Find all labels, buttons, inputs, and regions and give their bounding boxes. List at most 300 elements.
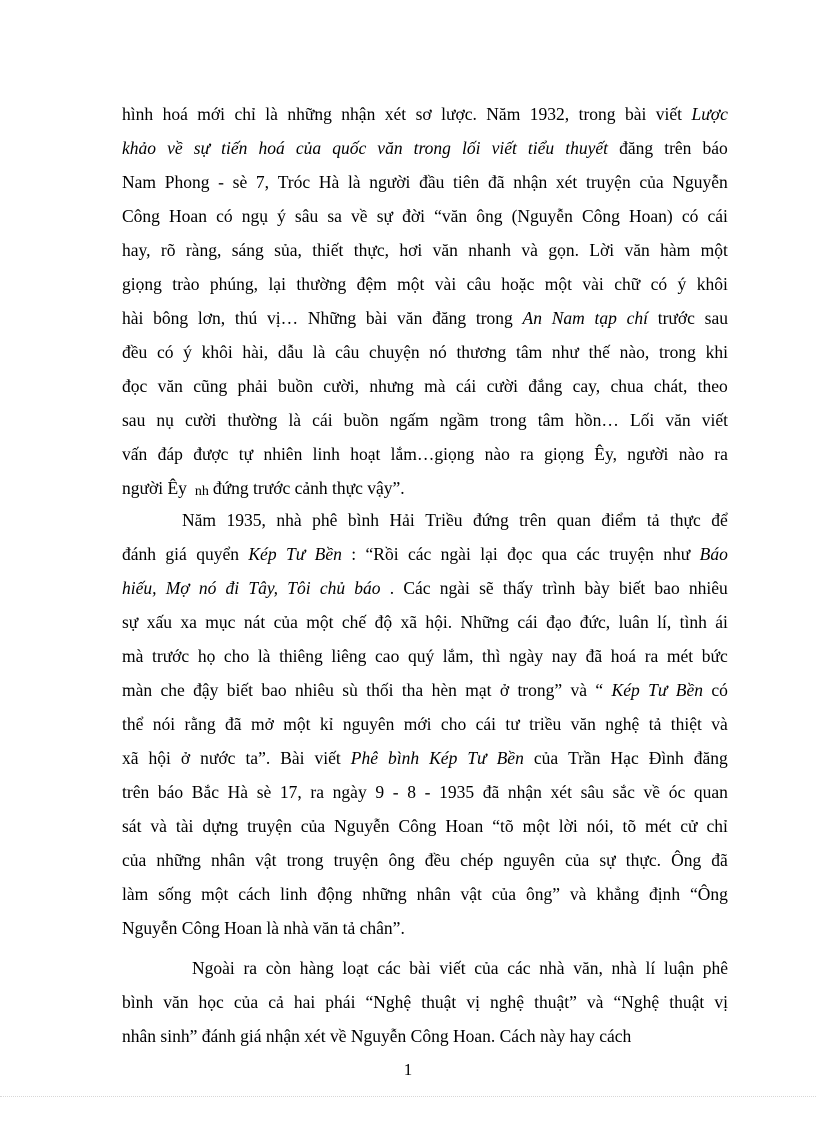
word: chát, — [653, 376, 688, 396]
word: luận — [663, 958, 695, 978]
word: đăng — [693, 748, 728, 768]
text-line — [122, 816, 728, 836]
word: Hoan — [445, 816, 484, 836]
word: và — [711, 714, 728, 734]
word: Năm — [182, 510, 217, 530]
word: văn, — [573, 958, 603, 978]
italic-word: đi — [225, 578, 240, 598]
word: nói — [152, 714, 176, 734]
word: làm — [122, 884, 149, 904]
text-line — [122, 240, 728, 260]
word: sự — [122, 612, 139, 632]
word: ý — [677, 274, 687, 294]
word: hài — [122, 308, 144, 328]
text-line — [122, 308, 728, 328]
word: cách — [238, 884, 271, 904]
word: cái — [517, 612, 538, 632]
word: Nguyễn — [334, 816, 390, 836]
word: đáp — [157, 444, 183, 464]
word: 1932, — [529, 104, 570, 124]
word: mà — [424, 376, 446, 396]
word: của — [491, 884, 517, 904]
page-number: 1 — [403, 1060, 413, 1079]
word: được — [193, 444, 229, 464]
word: tõ — [622, 816, 637, 836]
word: nhân — [210, 850, 246, 870]
word: trào — [172, 274, 200, 294]
word: Công — [122, 206, 160, 226]
page-footer-divider — [0, 1096, 816, 1097]
word: Đình — [648, 748, 684, 768]
word: bao — [654, 578, 680, 598]
word: lơn, — [197, 308, 226, 328]
word: “tõ — [492, 816, 514, 836]
word: Hạc — [610, 748, 639, 768]
word: óc — [668, 782, 686, 802]
word: tha — [401, 680, 424, 700]
word: Hải — [389, 510, 415, 530]
word: các — [377, 958, 401, 978]
text-line — [122, 918, 728, 938]
word: 8 — [407, 782, 416, 802]
word: thối — [366, 680, 394, 700]
word: một — [283, 714, 311, 734]
word: đăng — [432, 308, 467, 328]
word: ngày — [332, 782, 367, 802]
word: ra — [243, 958, 258, 978]
word: biết — [618, 578, 646, 598]
word: hoá — [162, 104, 188, 124]
word: nhận — [507, 782, 542, 802]
word: hài, — [242, 342, 269, 362]
word: đầu — [419, 172, 445, 192]
word: tả — [648, 714, 662, 734]
word: người — [627, 444, 669, 464]
word: độ — [374, 612, 393, 632]
word: xét — [550, 782, 572, 802]
italic-word: trong — [413, 138, 451, 158]
word: tâm — [515, 342, 543, 362]
text-segment: nhân sinh” đánh giá nhận xét về Nguyễn Công Hoan. Cách này hay cách — [122, 1026, 632, 1046]
word: người — [369, 172, 411, 192]
word: như — [663, 544, 691, 564]
italic-word: báo — [354, 578, 381, 598]
word: truyện — [609, 544, 654, 564]
word: câu — [335, 342, 360, 362]
word: - — [392, 782, 399, 802]
word: cũng — [193, 376, 228, 396]
word: ý — [277, 206, 286, 226]
word: nhiêu — [295, 680, 334, 700]
word: vài — [434, 274, 457, 294]
text-line — [122, 376, 728, 396]
word: “Ông — [690, 884, 728, 904]
word: của — [533, 748, 559, 768]
text-line — [122, 714, 728, 734]
word: lí, — [657, 612, 672, 632]
word: buồn — [343, 410, 379, 430]
italic-word: tiểu — [527, 138, 555, 158]
word: hay, — [122, 240, 151, 260]
text-line — [122, 850, 728, 870]
word: đã — [487, 172, 505, 192]
word: thiết — [312, 240, 344, 260]
italic-word: Bền — [675, 680, 703, 700]
word: ông — [388, 850, 415, 870]
word: các — [407, 544, 432, 564]
word: thuật — [421, 992, 457, 1012]
word: ngụ — [241, 206, 268, 226]
word: ngày — [509, 646, 544, 666]
italic-word: Kép — [248, 544, 277, 564]
word: một — [397, 274, 425, 294]
word: 1935 — [439, 782, 475, 802]
word: mạt — [465, 680, 492, 700]
word: là — [288, 410, 302, 430]
word: vấn — [122, 444, 148, 464]
word: liêng — [331, 646, 367, 666]
word: trên — [122, 782, 150, 802]
text-line — [122, 884, 728, 904]
word: văn — [665, 410, 691, 430]
word: ra — [714, 444, 728, 464]
word: trên — [519, 510, 547, 530]
word: hoá — [610, 646, 637, 666]
word: Bắc — [191, 782, 219, 802]
word: mét — [645, 816, 672, 836]
word: Ông — [671, 850, 702, 870]
word: che — [160, 680, 185, 700]
word: cười, — [323, 376, 360, 396]
word: như — [551, 342, 579, 362]
word: hàm — [660, 240, 691, 260]
word: còn — [265, 958, 292, 978]
word: họ — [197, 646, 216, 666]
word: sắc — [612, 782, 635, 802]
word: xét — [555, 172, 578, 192]
word: cái — [455, 376, 477, 396]
word: nhân — [416, 884, 451, 904]
word: Hoan) — [628, 206, 673, 226]
word: ta”. — [245, 748, 271, 768]
italic-word: Phê — [350, 748, 378, 768]
word: và — [586, 992, 604, 1012]
word: dựng — [202, 816, 239, 836]
italic-word: Kép — [611, 680, 640, 700]
word: : — [351, 544, 357, 564]
word: có — [681, 206, 699, 226]
word: thường — [227, 410, 278, 430]
word: đã — [225, 714, 242, 734]
word: thì — [482, 646, 501, 666]
word: thực. — [625, 850, 661, 870]
word: chép — [460, 850, 494, 870]
word: vị… — [266, 308, 299, 328]
word: Năm — [486, 104, 521, 124]
word: hơi — [399, 240, 423, 260]
word: cho — [440, 714, 467, 734]
word: xã — [400, 612, 418, 632]
word: tình — [679, 612, 707, 632]
word: cười — [185, 410, 217, 430]
word: dẫu — [277, 342, 304, 362]
subscript-text: nh — [194, 484, 209, 499]
word: Tróc — [277, 172, 311, 192]
word: Những — [460, 612, 509, 632]
word: lược. — [441, 104, 477, 124]
word: bài — [409, 958, 431, 978]
word: cả — [268, 992, 284, 1012]
word: đệm — [356, 274, 387, 294]
word: trong — [489, 410, 527, 430]
word: văn — [157, 376, 183, 396]
italic-word: sự — [193, 138, 211, 158]
word: quan — [693, 782, 728, 802]
word: đánh — [122, 544, 157, 564]
word: động — [317, 884, 353, 904]
word: lại — [480, 544, 498, 564]
word: “văn — [434, 206, 468, 226]
word: sẽ — [479, 578, 494, 598]
word: nhanh — [468, 240, 512, 260]
word: (Nguyễn — [511, 206, 573, 226]
word: phúng, — [209, 274, 259, 294]
word: là — [257, 646, 271, 666]
word: và — [150, 816, 167, 836]
word: có — [650, 274, 668, 294]
text-line — [192, 958, 728, 978]
word: Ngoài — [192, 958, 235, 978]
word: sủa, — [274, 240, 302, 260]
text-line — [122, 444, 728, 464]
word: khôi — [201, 342, 233, 362]
word: thú — [234, 308, 258, 328]
word: truyện — [247, 816, 292, 836]
word: văn — [432, 240, 458, 260]
word: đậy — [193, 680, 219, 700]
word: buồn — [277, 376, 313, 396]
word: quan — [556, 510, 591, 530]
italic-word: Bền — [314, 544, 342, 564]
word: Triều — [425, 510, 463, 530]
text-line — [182, 510, 728, 530]
word: tả — [646, 510, 660, 530]
word: sơ — [415, 104, 432, 124]
word: phải — [237, 376, 268, 396]
word: trong — [658, 342, 696, 362]
word: đắng — [528, 376, 563, 396]
word: chế — [341, 612, 367, 632]
word: cao — [375, 646, 400, 666]
word: vị — [466, 992, 480, 1012]
word: mục — [205, 612, 236, 632]
word: ở — [180, 748, 191, 768]
italic-word: chủ — [319, 578, 346, 598]
word: - — [218, 172, 224, 192]
word: xã — [122, 748, 139, 768]
word: “Nghệ — [613, 992, 660, 1012]
word: thực, — [353, 240, 389, 260]
word: khẳng — [596, 884, 640, 904]
word: - — [424, 782, 431, 802]
word: có — [156, 342, 174, 362]
word: hội. — [425, 612, 453, 632]
word: một — [700, 240, 728, 260]
word: nào — [484, 444, 510, 464]
word: Phong — [164, 172, 210, 192]
word: ái — [715, 612, 728, 632]
word: sè — [256, 782, 272, 802]
word: “ — [595, 680, 604, 700]
word: Công — [398, 816, 437, 836]
word: Trần — [568, 748, 601, 768]
word: viết — [701, 410, 728, 430]
word: thuật” — [534, 992, 577, 1012]
word: nhiên — [263, 444, 303, 464]
word: báo — [702, 138, 728, 158]
word: trước — [657, 308, 695, 328]
word: đời — [402, 206, 425, 226]
italic-word: khảo — [122, 138, 157, 158]
word: cay, — [572, 376, 601, 396]
word: một — [522, 816, 550, 836]
word: trong — [578, 104, 616, 124]
word: và — [569, 884, 587, 904]
word: nước — [200, 748, 236, 768]
word: hồn… — [575, 410, 619, 430]
word: cái — [312, 410, 333, 430]
word: ông” — [525, 884, 560, 904]
word: sâu — [580, 782, 604, 802]
word: ở — [499, 680, 510, 700]
word: của — [639, 172, 664, 192]
word: chữ — [614, 274, 641, 294]
word: truyện — [333, 850, 379, 870]
word: mới — [403, 714, 432, 734]
italic-word: Tôi — [287, 578, 311, 598]
word: những — [287, 104, 332, 124]
word: linh — [280, 884, 308, 904]
word: ngấm — [389, 410, 429, 430]
word: của — [233, 992, 259, 1012]
word: thường — [296, 274, 347, 294]
word: chuyện — [369, 342, 420, 362]
word: đăng — [619, 138, 654, 158]
word: nụ — [156, 410, 174, 430]
word: linh — [312, 444, 340, 464]
word: chua — [610, 376, 644, 396]
word: của — [122, 850, 147, 870]
word: viết — [439, 958, 466, 978]
word: Lối — [629, 410, 655, 430]
word: mà — [122, 646, 144, 666]
italic-word: Tư — [467, 748, 487, 768]
word: gọn. — [548, 240, 579, 260]
word: thiệt — [670, 714, 702, 734]
word: 9 — [375, 782, 385, 802]
word: hoạt — [350, 444, 381, 464]
word: mở — [250, 714, 274, 734]
italic-word: bình — [388, 748, 420, 768]
italic-word: Bền — [496, 748, 524, 768]
word: bình — [122, 992, 154, 1012]
word: của — [273, 612, 298, 632]
word: là — [312, 342, 326, 362]
word: nghệ — [605, 714, 640, 734]
word: giá — [165, 544, 187, 564]
word: phê — [312, 510, 338, 530]
word: bức — [701, 646, 728, 666]
word: hàng — [299, 958, 334, 978]
word: rằng — [184, 714, 216, 734]
word: trên — [664, 138, 692, 158]
word: bình — [347, 510, 379, 530]
word: bài — [365, 308, 388, 328]
text-segment: Nguyễn Công Hoan là nhà văn tả chân”. — [122, 918, 405, 938]
word: có — [216, 206, 233, 226]
text-line — [122, 206, 728, 226]
word: tự — [238, 444, 254, 464]
word: là — [265, 104, 278, 124]
word: mét — [666, 646, 694, 666]
word: màn — [122, 680, 153, 700]
italic-word: Lược — [691, 104, 728, 124]
word: đã — [711, 850, 728, 870]
word: hèn — [431, 680, 457, 700]
word: nhưng — [369, 376, 414, 396]
italic-word: Mợ — [165, 578, 190, 598]
word: Lời — [589, 240, 615, 260]
word: biết — [226, 680, 254, 700]
word: thuật — [669, 992, 705, 1012]
word: xấu — [146, 612, 172, 632]
text-line — [122, 478, 728, 498]
word: đã — [482, 782, 500, 802]
text-line — [122, 544, 728, 564]
word: phái — [325, 992, 356, 1012]
word: mới — [197, 104, 226, 124]
italic-word: tiến — [221, 138, 248, 158]
word: nhiêu — [688, 578, 728, 598]
word: thấy — [502, 578, 534, 598]
word: cái — [707, 206, 728, 226]
word: tư — [505, 714, 520, 734]
word: những — [156, 850, 201, 870]
word: quyển — [196, 544, 239, 564]
word: tâm — [537, 410, 565, 430]
word: sau — [122, 410, 146, 430]
word: Hoan — [169, 206, 207, 226]
word: đã — [585, 646, 603, 666]
word: bài — [624, 104, 647, 124]
word: vật — [460, 884, 482, 904]
word: sâu — [294, 206, 319, 226]
word: vài — [582, 274, 604, 294]
word: đức, — [579, 612, 611, 632]
text-segment: đứng trước cảnh thực vậy”. — [212, 478, 405, 498]
word: hoặc — [501, 274, 535, 294]
word: văn — [163, 992, 189, 1012]
word: nghệ — [490, 992, 525, 1012]
text-line — [122, 992, 728, 1012]
word: sáng — [231, 240, 264, 260]
italic-word: Tư — [648, 680, 668, 700]
italic-word: tạp — [594, 308, 617, 328]
word: đều — [122, 342, 148, 362]
word: các — [576, 544, 600, 564]
word: ông — [476, 206, 503, 226]
word: “Nghệ — [365, 992, 412, 1012]
